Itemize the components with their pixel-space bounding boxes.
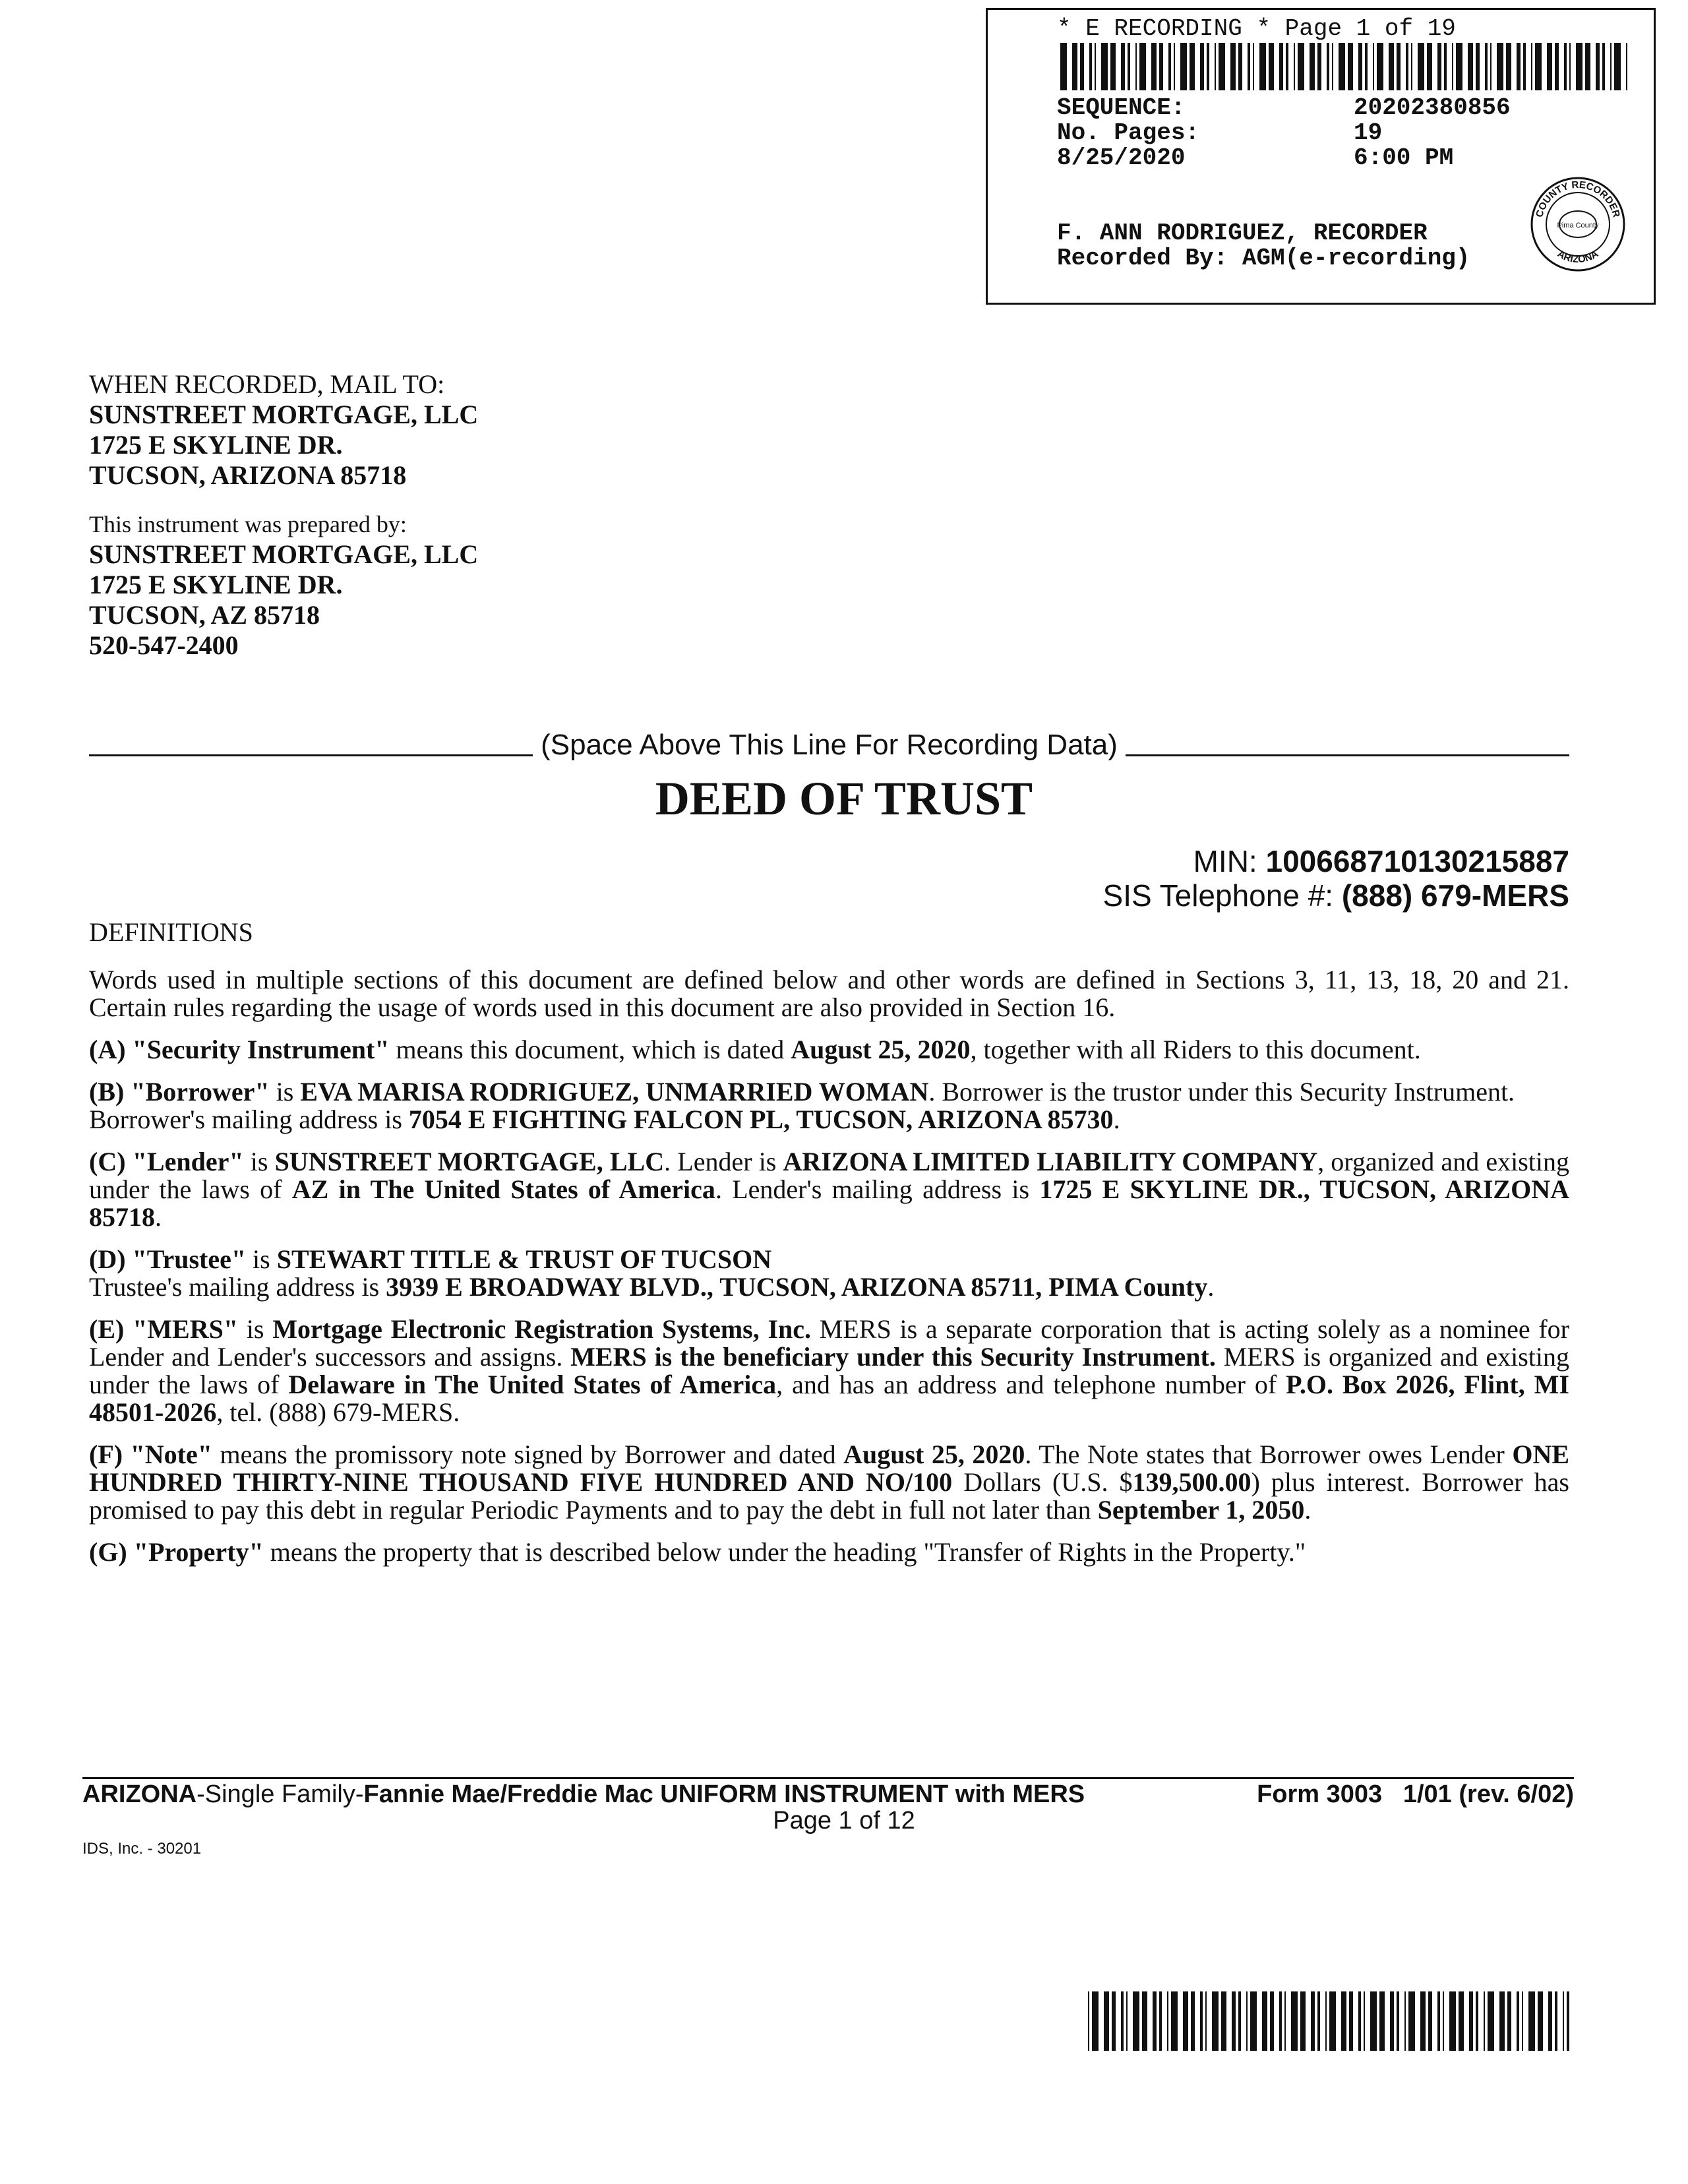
def-a-text1: means this document, which is dated [389, 1035, 791, 1064]
svg-text:ARIZONA [1555, 248, 1600, 265]
def-g-text1: means the property that is described below under the heading "Transfer of Rights in the Property." [263, 1537, 1306, 1567]
sis-value: (888) 679-MERS [1341, 878, 1569, 913]
prepared-by-block [89, 509, 682, 661]
def-f-text1: means the promissory note signed by Borrower and dated [212, 1440, 844, 1469]
min-block [1103, 844, 1569, 913]
mail-to-block [89, 369, 682, 491]
mail-to-line2: 1725 E SKYLINE DR. [89, 430, 343, 460]
mail-to-line3: TUCSON, ARIZONA 85718 [89, 460, 407, 490]
def-c-address: 1725 E SKYLINE DR., TUCSON, ARIZONA 85718 [89, 1174, 1569, 1232]
min-label: MIN: [1193, 844, 1257, 878]
definitions-intro: Words used in multiple sections of this document are defined below and other words are defined in Sections 3, 11, 13, 18, 20 and 21. Certain rules regarding the usage of words used in this document are also provided in Section 16. [89, 965, 1569, 1022]
def-f-text2: . The Note states that Borrower owes Lender [1025, 1440, 1513, 1469]
def-f-amount: 139,500.00 [1132, 1467, 1251, 1497]
pages-value: 19 [1354, 119, 1383, 146]
definition-d [89, 1246, 1569, 1301]
def-c-text1: is [243, 1147, 275, 1176]
def-e-address: P.O. Box 2026, Flint, MI 48501-2026 [89, 1370, 1569, 1427]
def-g-label: (G) "Property" [89, 1537, 264, 1567]
seal-center-text: Pima County [1557, 222, 1599, 229]
def-c-name: SUNSTREET MORTGAGE, LLC [274, 1147, 665, 1176]
footer-ids: IDS, Inc. - 30201 [82, 1840, 202, 1858]
def-c-entity: ARIZONA LIMITED LIABILITY COMPANY [783, 1147, 1318, 1176]
county-seal-icon [1528, 175, 1627, 274]
definition-c [89, 1148, 1569, 1231]
mail-to-line1: SUNSTREET MORTGAGE, LLC [89, 400, 479, 429]
def-f-text3: Dollars (U.S. $ [952, 1467, 1133, 1497]
def-e-text4: , and has an address and telephone number of [776, 1370, 1286, 1399]
footer-text1: -Single Family- [196, 1780, 364, 1808]
sequence-value: 20202380856 [1354, 94, 1511, 121]
footer-page-number: Page 1 of 12 [773, 1807, 915, 1835]
recording-stamp-box [986, 8, 1656, 305]
def-c-text4: . Lender's mailing address is [715, 1174, 1040, 1204]
def-b-text1: is [269, 1077, 301, 1107]
def-c-state: AZ in The United States of America [291, 1174, 715, 1204]
divider-rule-left [89, 735, 533, 756]
pages-label: No. Pages: [1057, 119, 1200, 146]
def-b-text2: . Borrower is the trustor under this Security Instrument. [928, 1077, 1515, 1107]
def-c-text3: , organized and existing under the laws of [89, 1147, 1570, 1204]
definition-g [89, 1538, 1569, 1566]
recorder-name: F. ANN RODRIGUEZ, RECORDER [1057, 220, 1428, 247]
mail-to-heading: WHEN RECORDED, MAIL TO: [89, 369, 445, 399]
def-f-text4: ) plus interest. Borrower has promised to pay this debt in regular Periodic Payments and to pay the debt in full not later than [89, 1467, 1569, 1525]
def-d-address: 3939 E BROADWAY BLVD., TUCSON, ARIZONA 85711, PIMA County [386, 1272, 1208, 1302]
sequence-label: SEQUENCE: [1057, 94, 1186, 121]
footer-form-line [82, 1780, 1574, 1809]
document-title: DEED OF TRUST [655, 772, 1033, 825]
recording-time: 6:00 PM [1354, 144, 1454, 171]
def-c-label: (C) "Lender" [89, 1147, 244, 1176]
recording-barcode-icon [1060, 43, 1627, 90]
definition-f [89, 1441, 1569, 1524]
space-above-text: (Space Above This Line For Recording Data) [541, 729, 1118, 761]
min-value: 100668710130215887 [1265, 844, 1569, 878]
footer-state: ARIZONA [82, 1780, 197, 1808]
footer-divider [82, 1777, 1574, 1779]
def-e-state: Delaware in The United States of America [288, 1370, 777, 1399]
recording-space-divider [89, 725, 1569, 765]
def-e-label: (E) "MERS" [89, 1314, 239, 1344]
def-c-text5: . [155, 1202, 162, 1232]
def-f-date: August 25, 2020 [843, 1440, 1025, 1469]
prepared-by-line1: SUNSTREET MORTGAGE, LLC [89, 539, 479, 569]
recording-header: * E RECORDING * Page 1 of 19 [1057, 15, 1456, 42]
definitions-heading: DEFINITIONS [89, 917, 253, 947]
def-b-text4: . [1113, 1105, 1120, 1134]
recording-date: 8/25/2020 [1057, 144, 1186, 171]
def-f-label: (F) "Note" [89, 1440, 212, 1469]
def-d-name: STEWART TITLE & TRUST OF TUCSON [276, 1244, 772, 1274]
def-b-address: 7054 E FIGHTING FALCON PL, TUCSON, ARIZONA 85730 [408, 1105, 1114, 1134]
def-e-text1: is [238, 1314, 273, 1344]
prepared-by-line2: 1725 E SKYLINE DR. [89, 570, 343, 599]
seal-top-text: COUNTY RECORDER [1534, 179, 1622, 219]
prepared-by-line3: TUCSON, AZ 85718 [89, 600, 320, 630]
def-e-text5: , tel. (888) 679-MERS. [216, 1397, 460, 1427]
def-e-text2: MERS is a separate corporation that is acting solely as a nominee for Lender and Lender's successors and assigns. [89, 1314, 1569, 1372]
def-a-label: (A) "Security Instrument" [89, 1035, 390, 1064]
prepared-by-line4: 520-547-2400 [89, 630, 239, 660]
footer-form-name: Fannie Mae/Freddie Mac UNIFORM INSTRUMENT with MERS [363, 1780, 1085, 1808]
def-f-text5: . [1304, 1495, 1311, 1525]
def-e-beneficiary: MERS is the beneficiary under this Security Instrument. [570, 1342, 1216, 1372]
definition-e [89, 1316, 1569, 1426]
def-d-text2: Trustee's mailing address is [89, 1272, 386, 1302]
def-d-label: (D) "Trustee" [89, 1244, 247, 1274]
seal-bottom-text: ARIZONA [1555, 248, 1601, 266]
sis-label: SIS Telephone #: [1102, 878, 1334, 913]
def-c-text2: . Lender is [664, 1147, 783, 1176]
def-a-text2: , together with all Riders to this document. [970, 1035, 1421, 1064]
def-f-amount-words: ONE HUNDRED THIRTY-NINE THOUSAND FIVE HUNDRED AND NO/100 [89, 1440, 1570, 1497]
prepared-by-heading: This instrument was prepared by: [89, 511, 407, 537]
def-e-name: Mortgage Electronic Registration Systems, Inc. [272, 1314, 812, 1344]
def-b-name: EVA MARISA RODRIGUEZ, UNMARRIED WOMAN [300, 1077, 929, 1107]
recorded-by: Recorded By: AGM(e-recording) [1057, 245, 1470, 272]
def-e-text3: MERS is organized and existing under the laws of [89, 1342, 1569, 1399]
footer-form-number: Form 3003 1/01 (rev. 6/02) [1257, 1780, 1574, 1808]
def-a-date: August 25, 2020 [791, 1035, 971, 1064]
document-barcode-icon [1088, 1991, 1569, 2051]
def-d-text3: . [1207, 1272, 1215, 1302]
definition-b [89, 1078, 1569, 1134]
definition-a [89, 1036, 1569, 1064]
def-f-maturity: September 1, 2050 [1097, 1495, 1305, 1525]
svg-text:COUNTY RECORDER [1534, 179, 1622, 219]
definitions-body [89, 966, 1569, 1581]
def-d-text1: is [246, 1244, 277, 1274]
divider-rule-right [1126, 735, 1569, 756]
def-b-text3: Borrower's mailing address is [89, 1105, 409, 1134]
def-b-label: (B) "Borrower" [89, 1077, 270, 1107]
